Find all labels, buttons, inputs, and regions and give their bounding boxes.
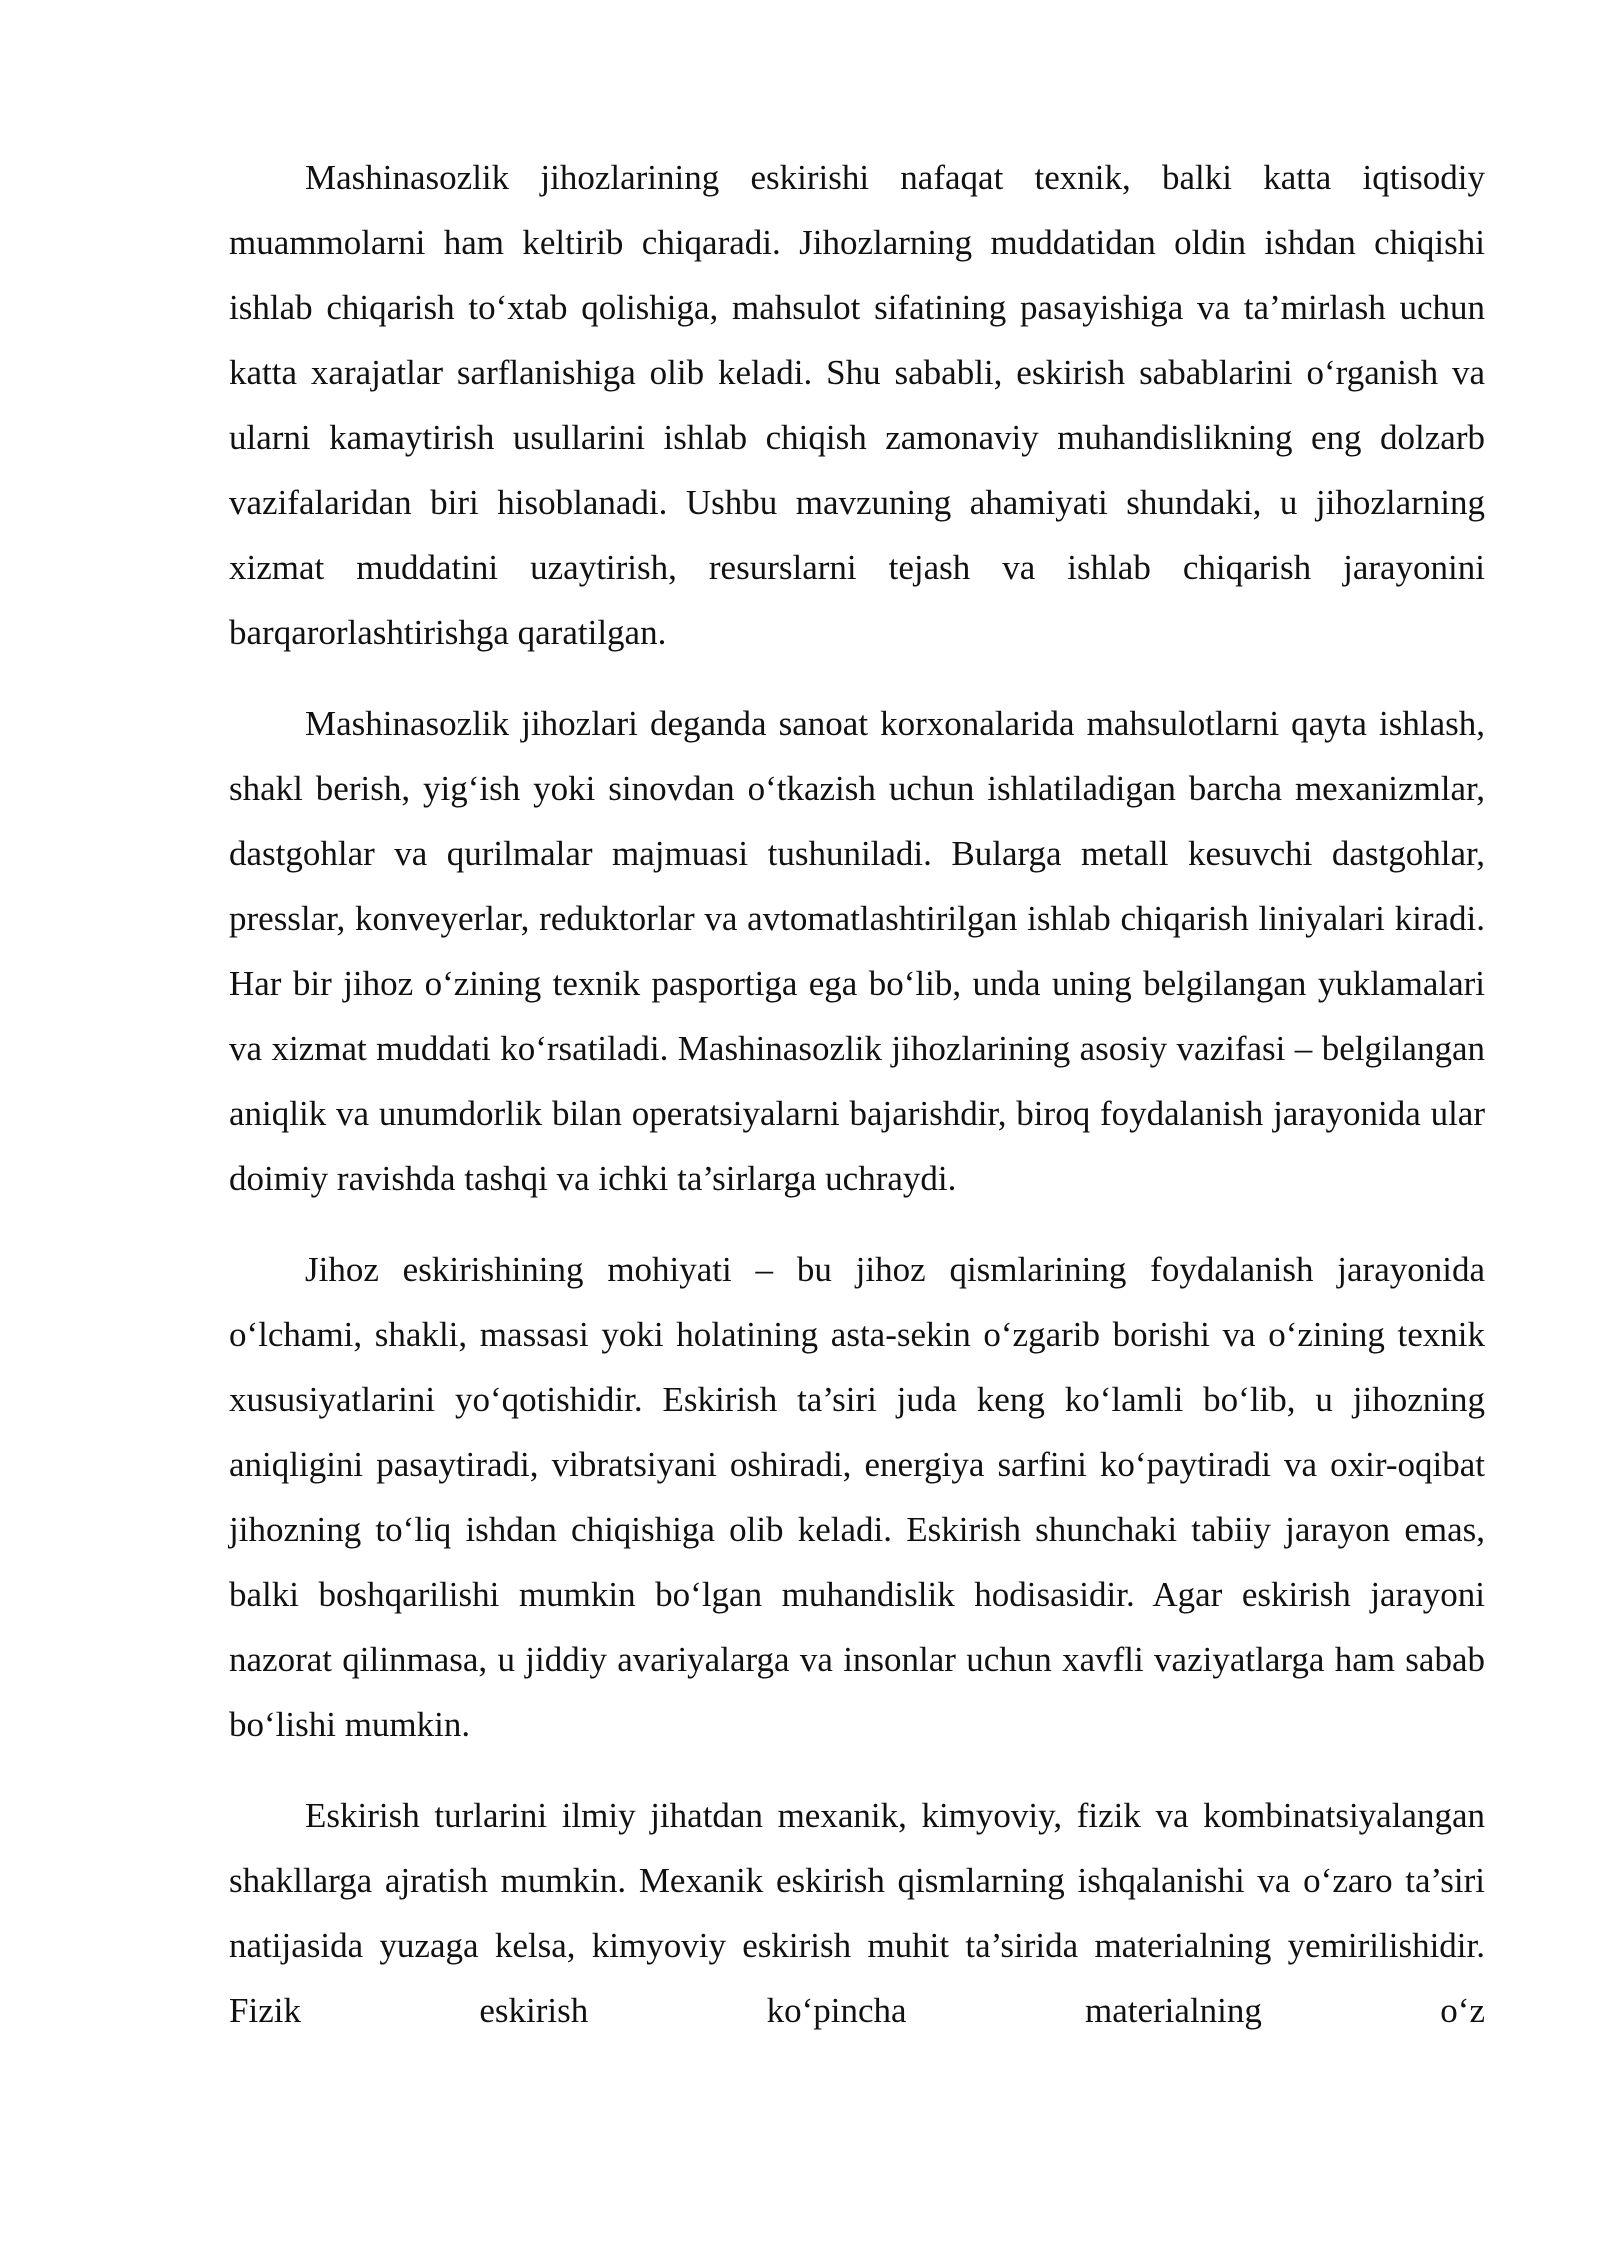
paragraph-1: Mashinasozlik jihozlarining eskirishi nafaqat texnik, balki katta iqtisodiy muammolarni ham keltirib chiqaradi. Jihozlarning muddatidan oldin ishdan chiqishi ishlab chiqarish to‘xtab qolishiga, mahsulot sifatining pasayishiga va ta’mirlash uchun katta xarajatlar sarflanishiga olib keladi. Shu sababli, eskirish sabablarini o‘rganish va ularni kamaytirish usullarini ishlab chiqish zamonaviy muhandislikning eng dolzarb vazifalaridan biri hisoblanadi. Ushbu mavzuning ahamiyati shundaki, u jihozlarning xizmat muddatini uzaytirish, resurslarni tejash va ishlab chiqarish jarayonini barqarorlashtirishga qaratilgan. [229, 158, 1485, 652]
paragraph-2: Mashinasozlik jihozlari deganda sanoat korxonalarida mahsulotlarni qayta ishlash, shakl berish, yig‘ish yoki sinovdan o‘tkazish uchun ishlatiladigan barcha mexanizmlar, dastgohlar va qurilmalar majmuasi tushuniladi. Bularga metall kesuvchi dastgohlar, presslar, konveyerlar, reduktorlar va avtomatlashtirilgan ishlab chiqarish liniyalari kiradi. Har bir jihoz o‘zining texnik pasportiga ega bo‘lib, unda uning belgilangan yuklamalari va xizmat muddati ko‘rsatiladi. Mashinasozlik jihozlarining asosiy vazifasi – belgilangan aniqlik va unumdorlik bilan operatsiyalarni bajarishdir, biroq foydalanish jarayonida ular doimiy ravishda tashqi va ichki ta’sirlarga uchraydi. [229, 704, 1485, 1198]
document-body [229, 145, 1485, 2043]
paragraph-4: Eskirish turlarini ilmiy jihatdan mexanik, kimyoviy, fizik va kombinatsiyalangan shakllarga ajratish mumkin. Mexanik eskirish qismlarning ishqalanishi va o‘zaro ta’siri natijasida yuzaga kelsa, kimyoviy eskirish muhit ta’sirida materialning yemirilishidir. Fizik eskirish ko‘pincha materialning o‘z [229, 1796, 1485, 2030]
paragraph-3: Jihoz eskirishining mohiyati – bu jihoz qismlarining foydalanish jarayonida o‘lchami, shakli, massasi yoki holatining asta-sekin o‘zgarib borishi va o‘zining texnik xususiyatlarini yo‘qotishidir. Eskirish ta’siri juda keng ko‘lamli bo‘lib, u jihozning aniqligini pasaytiradi, vibratsiyani oshiradi, energiya sarfini ko‘paytiradi va oxir-oqibat jihozning to‘liq ishdan chiqishiga olib keladi. Eskirish shunchaki tabiiy jarayon emas, balki boshqarilishi mumkin bo‘lgan muhandislik hodisasidir. Agar eskirish jarayoni nazorat qilinmasa, u jiddiy avariyalarga va insonlar uchun xavfli vaziyatlarga ham sabab bo‘lishi mumkin. [229, 1250, 1485, 1744]
